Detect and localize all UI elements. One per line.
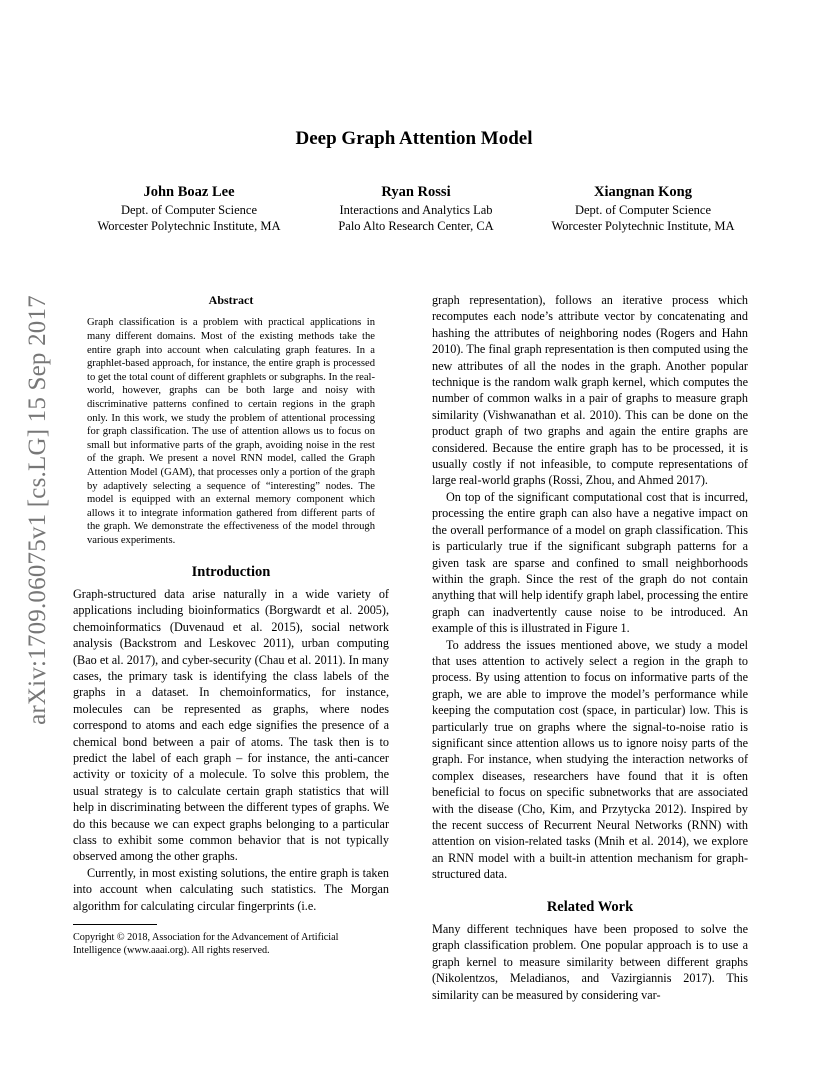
arxiv-sidebar <box>8 120 68 900</box>
author-name: Ryan Rossi <box>381 184 451 200</box>
body-paragraph: To address the issues mentioned above, we study a model that uses attention to actively select a region in the graph to process. By using attention to focus on informative parts of the graph, we are able to improve the model’s performance while keeping the computation cost (space, in particular) low. This is particularly true on graphs where the signal-to-noise ratio is significant since attention allows us to ignore noisy parts of the graph. For instance, when studying the interaction networks of complex diseases, researchers have found that it is often beneficial to focus on specific subnetworks that are associated with the disease (Cho, Kim, and Przytycka 2012). Inspired by the recent success of Recurrent Neural Networks (RNN) with attention on vision-related tasks (Mnih et al. 2014), we explore an RNN model with a built-in attention mechanism for graph-structured data. <box>432 637 748 882</box>
left-column <box>73 292 389 957</box>
author-1 <box>76 184 302 234</box>
introduction-paragraph: Graph-structured data arise naturally in a wide variety of applications including bioinformatics (Borgwardt et al. 2005), chemoinformatics (Duvenaud et al. 2015), social network analysis (Backstrom and Leskovec 2011), urban computing (Bao et al. 2017), and cyber-security (Chau et al. 2011). In many cases, the primary task is identifying the class labels of the graphs in a dataset. In chemoinformatics, for instance, molecules can be represented as graphs, where nodes correspond to atoms and each edge signifies the presence of a chemical bond between a pair of atoms. The task then is to predict the label of each graph – for instance, the anti-cancer activity or toxicity of a molecule. To solve this problem, the usual strategy is to calculate certain graph statistics that will help in discriminating between the different types of graphs. We do this because we can expect graphs belonging to a particular class to exhibit some common behavior that is not typically observed among the other graphs. <box>73 586 389 864</box>
copyright-footnote: Copyright © 2018, Association for the Advancement of Artificial Intelligence (www.aaai.org). All rights reserved. <box>73 932 339 957</box>
related-work-heading: Related Work <box>546 898 634 915</box>
paper-title: Deep Graph Attention Model <box>295 128 533 149</box>
author-affiliation: Worcester Polytechnic Institute, MA <box>551 219 735 233</box>
abstract-heading: Abstract <box>208 293 254 307</box>
introduction-heading: Introduction <box>191 563 271 580</box>
author-affiliation: Dept. of Computer Science <box>574 203 712 217</box>
author-name: John Boaz Lee <box>143 184 235 200</box>
footnote-divider <box>73 924 157 925</box>
right-column <box>432 292 748 1003</box>
author-name: Xiangnan Kong <box>594 184 692 200</box>
author-3 <box>530 184 756 234</box>
abstract-text: Graph classification is a problem with practical applications in many different domains. Most of the existing methods take the entire graph into account when calculating graph features. In a graphlet-based approach, for instance, the entire graph is processed to get the total count of different graphlets or subgraphs. In the real-world, however, graphs can be both large and noisy with discriminative patterns confined to certain regions in the graph only. In this work, we study the problem of attentional processing for graph classification. The use of attention allows us to focus on small but informative parts of the graph, avoiding noise in the rest of the graph. We present a novel RNN model, called the Graph Attention Model (GAM), that processes only a portion of the graph by adaptively selecting a sequence of “interesting” nodes. The model is equipped with an external memory component which allows it to integrate information gathered from different parts of the graph. We demonstrate the effectiveness of the model through various experiments. <box>87 317 375 546</box>
author-affiliation: Palo Alto Research Center, CA <box>338 219 494 233</box>
body-paragraph: On top of the significant computational cost that is incurred, processing the entire graph can also have a negative impact on the overall performance of a model on graph classification. This is particularly true if the significant subgraph patterns for a given task are sparse and confined to small neighborhoods within the graph. Since the rest of the graph do not contain anything that will help identify graph label, processing the entire graph can inadvertently cause noise to be introduced. An example of this is illustrated in Figure 1. <box>432 489 748 636</box>
introduction-paragraph: Currently, in most existing solutions, the entire graph is taken into account when calculating such statistics. The Morgan algorithm for calculating circular fingerprints (i.e. <box>73 865 389 913</box>
arxiv-identifier: arXiv:1709.06075v1 [cs.LG] 15 Sep 2017 <box>24 295 51 725</box>
body-paragraph: graph representation), follows an iterative process which recomputes each node’s attribute vector by concatenating and hashing the attributes of neighboring nodes (Rogers and Hahn 2010). The final graph representation is then computed using the new attributes of all the nodes in the graph. Another popular technique is the random walk graph kernel, which computes the number of common walks in a pair of graphs to measure graph similarity (Vishwanathan et al. 2010). This can be done on the product graph of two graphs and again the entire graphs are considered. Because the entire graph has to be processed, it is usually costly if not infeasible, to compute representations of large real-world graphs (Rossi, Zhou, and Ahmed 2017). <box>432 293 748 488</box>
author-block <box>76 184 756 234</box>
author-2 <box>303 184 529 234</box>
author-affiliation: Worcester Polytechnic Institute, MA <box>97 219 281 233</box>
related-work-paragraph: Many different techniques have been proposed to solve the graph classification problem. One popular approach is to use a graph kernel to measure similarity between different graphs (Nikolentzos, Meladianos, and Vazirgiannis 2017). This similarity can be measured by considering var- <box>432 922 748 1002</box>
author-affiliation: Dept. of Computer Science <box>120 203 258 217</box>
author-affiliation: Interactions and Analytics Lab <box>339 203 493 217</box>
